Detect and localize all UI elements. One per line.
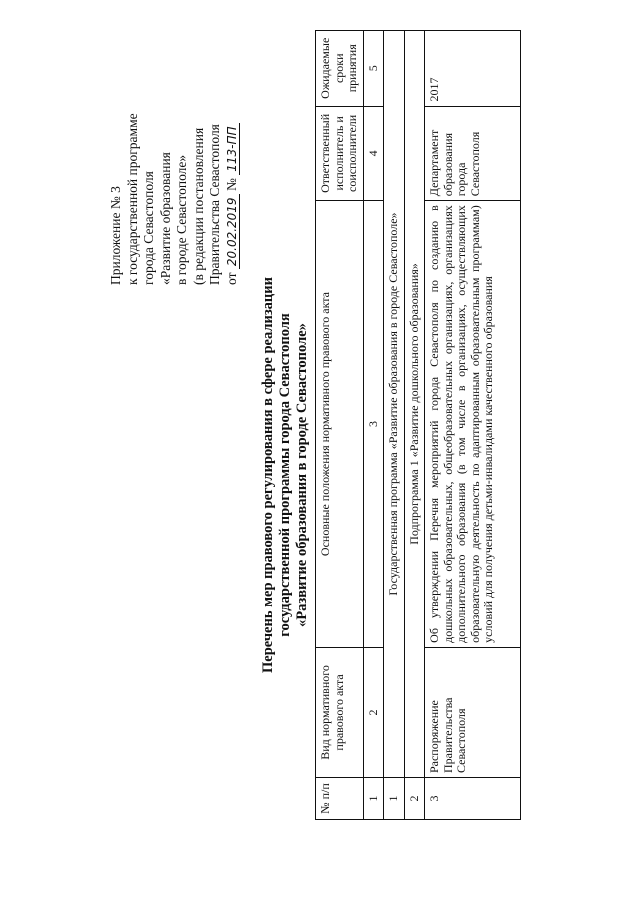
annex-line: (в редакции постановления: [190, 127, 206, 285]
subprogram-row-text: Подпрограмма 1 «Развитие дошкольного образования»: [404, 31, 425, 778]
program-row-num: 1: [384, 778, 405, 820]
annex-date: 20.02.2019: [225, 194, 240, 269]
col-number: 1: [363, 778, 384, 820]
annex-block: [108, 25, 240, 285]
annex-date-line: [224, 25, 241, 285]
annex-line: к государственной программе: [124, 113, 140, 285]
header-content: Основные положения нормативного правового акта: [316, 201, 364, 648]
program-row: [384, 31, 405, 820]
col-number: 3: [363, 201, 384, 648]
header-responsible: Ответственный исполнитель и соисполнители: [316, 106, 364, 201]
col-number: 4: [363, 106, 384, 201]
title-line: «Развитие образования в городе Севастополе»: [294, 323, 310, 627]
annex-line: Правительства Севастополя: [207, 124, 222, 285]
header-kind: Вид нормативного правового акта: [316, 647, 364, 777]
col-number: 5: [363, 31, 384, 107]
header-num: № п/п: [316, 778, 364, 820]
row-content: Об утверждении Перечня мероприятий города Севастополя по созданию в дошкольных образовательных, общеобразовательных организациях, организациях дополнительного образования (в том числе в организациях, осуществляющих образовательную деятельность по адаптированным образовательным программам) условий для получения детьми-инвалидами качественного образования: [425, 201, 521, 648]
subprogram-row: [404, 31, 425, 820]
program-row-text: Государственная программа «Развитие образования в городе Севастополе»: [384, 31, 405, 778]
row-num: 3: [425, 778, 521, 820]
annex-line: в городе Севастополе»: [174, 154, 189, 285]
title-line: Перечень мер правового регулирования в сфере реализации: [260, 277, 276, 673]
col-number: 2: [363, 647, 384, 777]
table-row: [425, 31, 521, 820]
annex-line: «Развитие образования: [157, 152, 173, 285]
title-line: государственной программы города Севастополя: [277, 313, 293, 637]
document-title: [260, 145, 311, 805]
row-term: 2017: [425, 31, 521, 107]
annex-number: 113-ПП: [225, 124, 240, 175]
annex-number-prefix: №: [223, 178, 239, 192]
table-header-row: [316, 31, 364, 820]
subprogram-row-num: 2: [404, 778, 425, 820]
annex-line: города Севастополя: [141, 171, 156, 285]
column-number-row: [363, 31, 384, 820]
annex-from-prefix: от: [223, 272, 239, 285]
annex-line: Приложение № 3: [108, 186, 123, 285]
header-term: Ожидаемые сроки принятия: [316, 31, 364, 107]
row-kind: Распоряжение Правительства Севастополя: [425, 647, 521, 777]
measures-table: [315, 30, 521, 820]
row-responsible: Департамент образования города Севастополя: [425, 106, 521, 201]
